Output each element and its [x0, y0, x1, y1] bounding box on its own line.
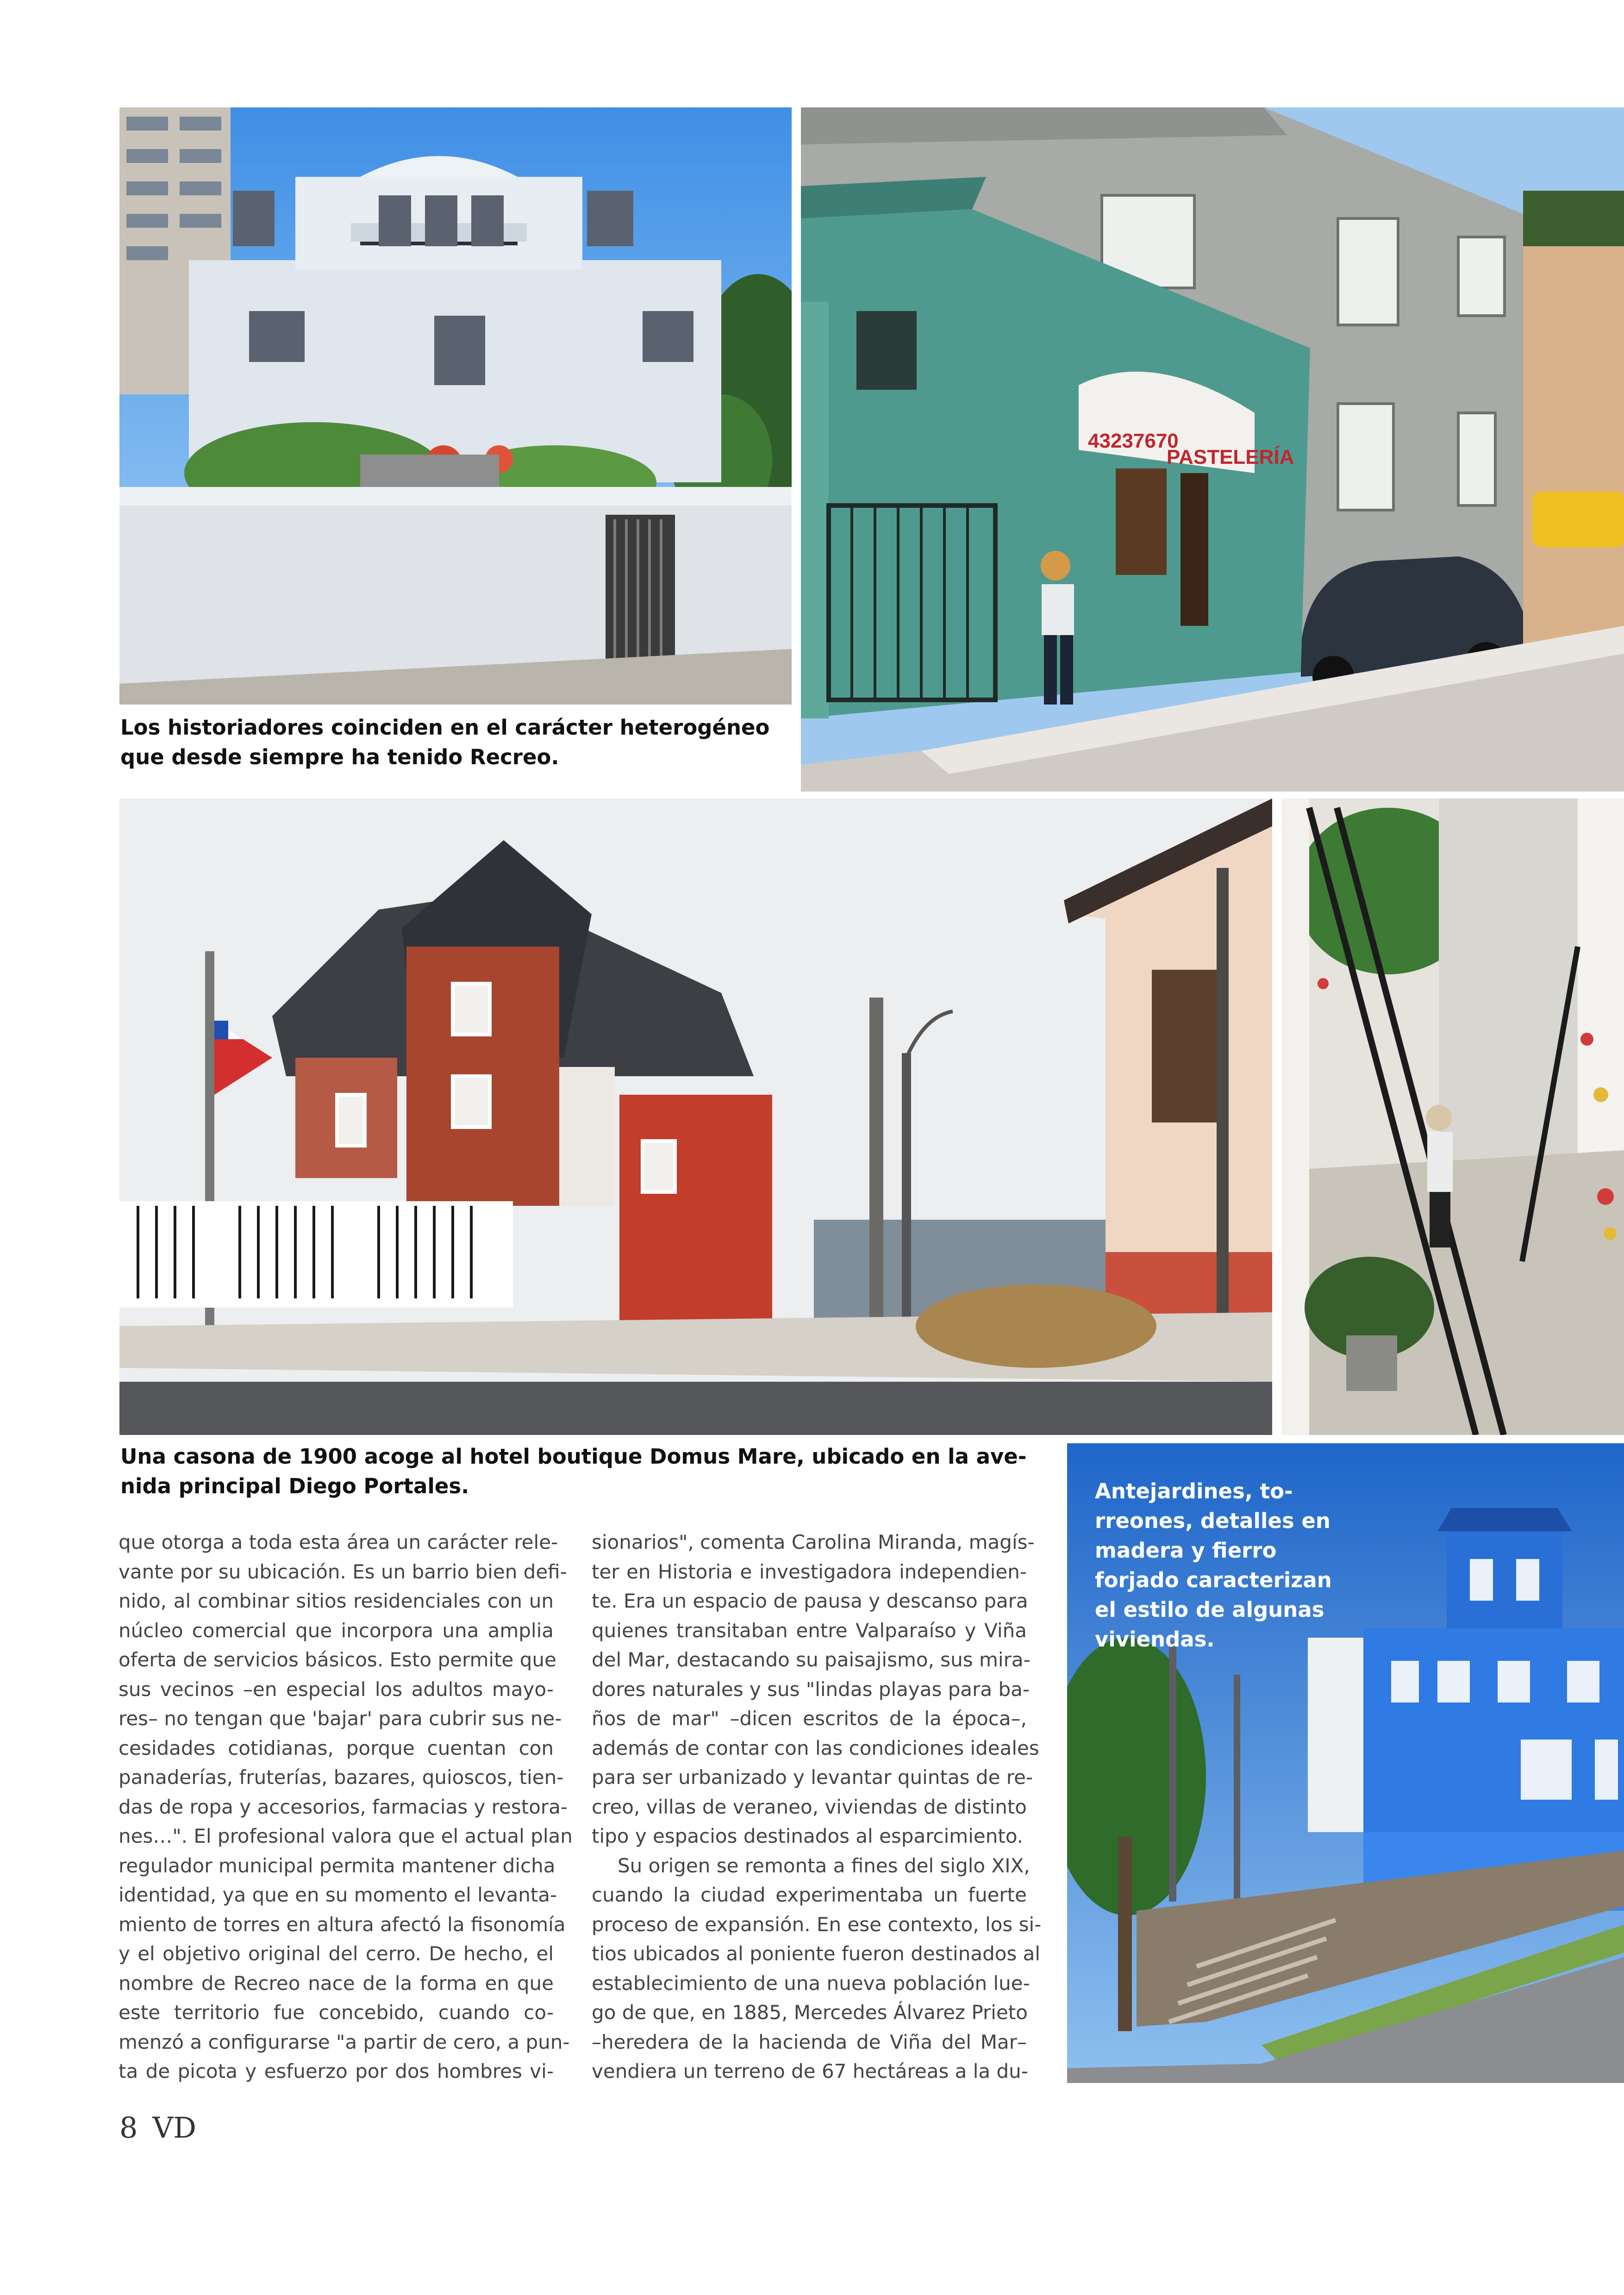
photo-white-house — [119, 107, 792, 705]
caption-blue-house-line: madera y fierro — [1095, 1538, 1277, 1563]
body-line: establecimiento de una nueva población lue- — [592, 1971, 1030, 1995]
caption-blue-house-line: rreones, detalles en — [1095, 1509, 1330, 1533]
caption-blue-house-line: el estilo de algunas — [1095, 1597, 1324, 1622]
body-line: menzó a configurarse "a partir de cero, a pun- — [119, 2030, 570, 2053]
body-line: das de ropa y accesorios, farmacias y restora- — [119, 1795, 568, 1818]
body-line: nombre de Recreo nace de la forma en que — [119, 1971, 554, 1995]
caption-top — [120, 713, 769, 772]
caption-blue-house-line: viviendas. — [1095, 1627, 1215, 1652]
body-line: vendiera un terreno de 67 hectáreas a la du- — [592, 2060, 1028, 2083]
body-line: miento de torres en altura afectó la fisonomía — [119, 1913, 566, 1936]
page-folio — [119, 2111, 211, 2145]
body-line: cesidades cotidianas, porque cuentan con — [119, 1736, 554, 1759]
body-line: ta de picota y esfuerzo por dos hombres vi- — [119, 2060, 554, 2083]
body-line: tipo y espacios destinados al esparcimiento. — [592, 1825, 1024, 1847]
page-number: 8 — [119, 2111, 138, 2145]
body-line: núcleo comercial que incorpora una amplia — [119, 1619, 554, 1642]
body-line: vante por su ubicación. Es un barrio bien defi- — [119, 1560, 567, 1583]
caption-middle-line: Una casona de 1900 acoge al hotel boutique Domus Mare, ubicado en la ave- — [120, 1444, 1027, 1469]
caption-blue-house-line: forjado caracterizan — [1095, 1568, 1332, 1592]
body-column-2 — [592, 1528, 1042, 2086]
caption-middle — [120, 1442, 1027, 1501]
body-line: oferta de servicios básicos. Esto permite que — [119, 1648, 556, 1671]
body-line: quienes transitaban entre Valparaíso y Viña — [592, 1619, 1027, 1642]
body-line: nido, al combinar sitios residenciales con un — [119, 1590, 554, 1612]
caption-blue-house — [1095, 1477, 1332, 1654]
body-line: para ser urbanizado y levantar quintas de re- — [592, 1766, 1033, 1789]
body-column-1 — [119, 1528, 573, 2086]
body-line: creo, villas de veraneo, viviendas de distinto — [592, 1795, 1027, 1818]
awning-sign: PASTELERÍA — [1167, 446, 1294, 468]
body-line: Su origen se remonta a fines del siglo XIX, — [618, 1854, 1030, 1877]
caption-top-line: que desde siempre ha tenido Recreo. — [120, 745, 559, 769]
body-line: cuando la ciudad experimentaba un fuerte — [592, 1883, 1027, 1906]
body-line: sus vecinos –en especial los adultos mayo- — [119, 1678, 554, 1701]
body-line: sionarios", comenta Carolina Miranda, magís- — [592, 1531, 1035, 1553]
body-line: identidad, ya que en su momento el levanta- — [119, 1883, 557, 1906]
body-line: panaderías, fruterías, bazares, quioscos, tien- — [119, 1766, 564, 1789]
body-line: ños de mar" –dicen escritos de la época–, — [592, 1707, 1027, 1730]
photo-pastry-shop — [801, 107, 1624, 792]
body-line: regulador municipal permita mantener dicha — [119, 1854, 556, 1877]
body-line: proceso de expansión. En ese contexto, los si- — [592, 1913, 1042, 1936]
body-line: este territorio fue concebido, cuando co- — [119, 2001, 554, 2024]
body-line: que otorga a toda esta área un carácter rele- — [119, 1531, 558, 1553]
body-line: go de que, en 1885, Mercedes Álvarez Prieto — [592, 2001, 1028, 2024]
awning-phone: 43237670 — [1088, 430, 1179, 452]
caption-blue-house-line: Antejardines, to- — [1095, 1479, 1293, 1503]
body-line: res– no tengan que 'bajar' para cubrir sus ne- — [119, 1707, 562, 1730]
body-line: además de contar con las condiciones ideales — [592, 1736, 1039, 1759]
body-line: nes…". El profesional valora que el actual plan — [119, 1825, 573, 1847]
magazine-name: VD — [152, 2111, 196, 2145]
body-line: del Mar, destacando su paisajismo, sus mira- — [592, 1648, 1031, 1671]
caption-top-line: Los historiadores coinciden en el carácter heterogéneo — [120, 715, 770, 740]
photo-domus-mare — [119, 798, 1272, 1435]
body-line: –heredera de la hacienda de Viña del Mar– — [592, 2030, 1027, 2053]
body-line: tios ubicados al poniente fueron destinados al — [592, 1942, 1041, 1965]
photo-cemetery — [1281, 798, 1624, 1435]
body-line: ter en Historia e investigadora independien- — [592, 1560, 1027, 1583]
body-line: te. Era un espacio de pausa y descanso para — [592, 1590, 1028, 1612]
caption-middle-line: nida principal Diego Portales. — [120, 1474, 469, 1498]
body-line: dores naturales y sus "lindas playas para ba- — [592, 1678, 1030, 1701]
body-line: y el objetivo original del cerro. De hecho, el — [119, 1942, 554, 1965]
